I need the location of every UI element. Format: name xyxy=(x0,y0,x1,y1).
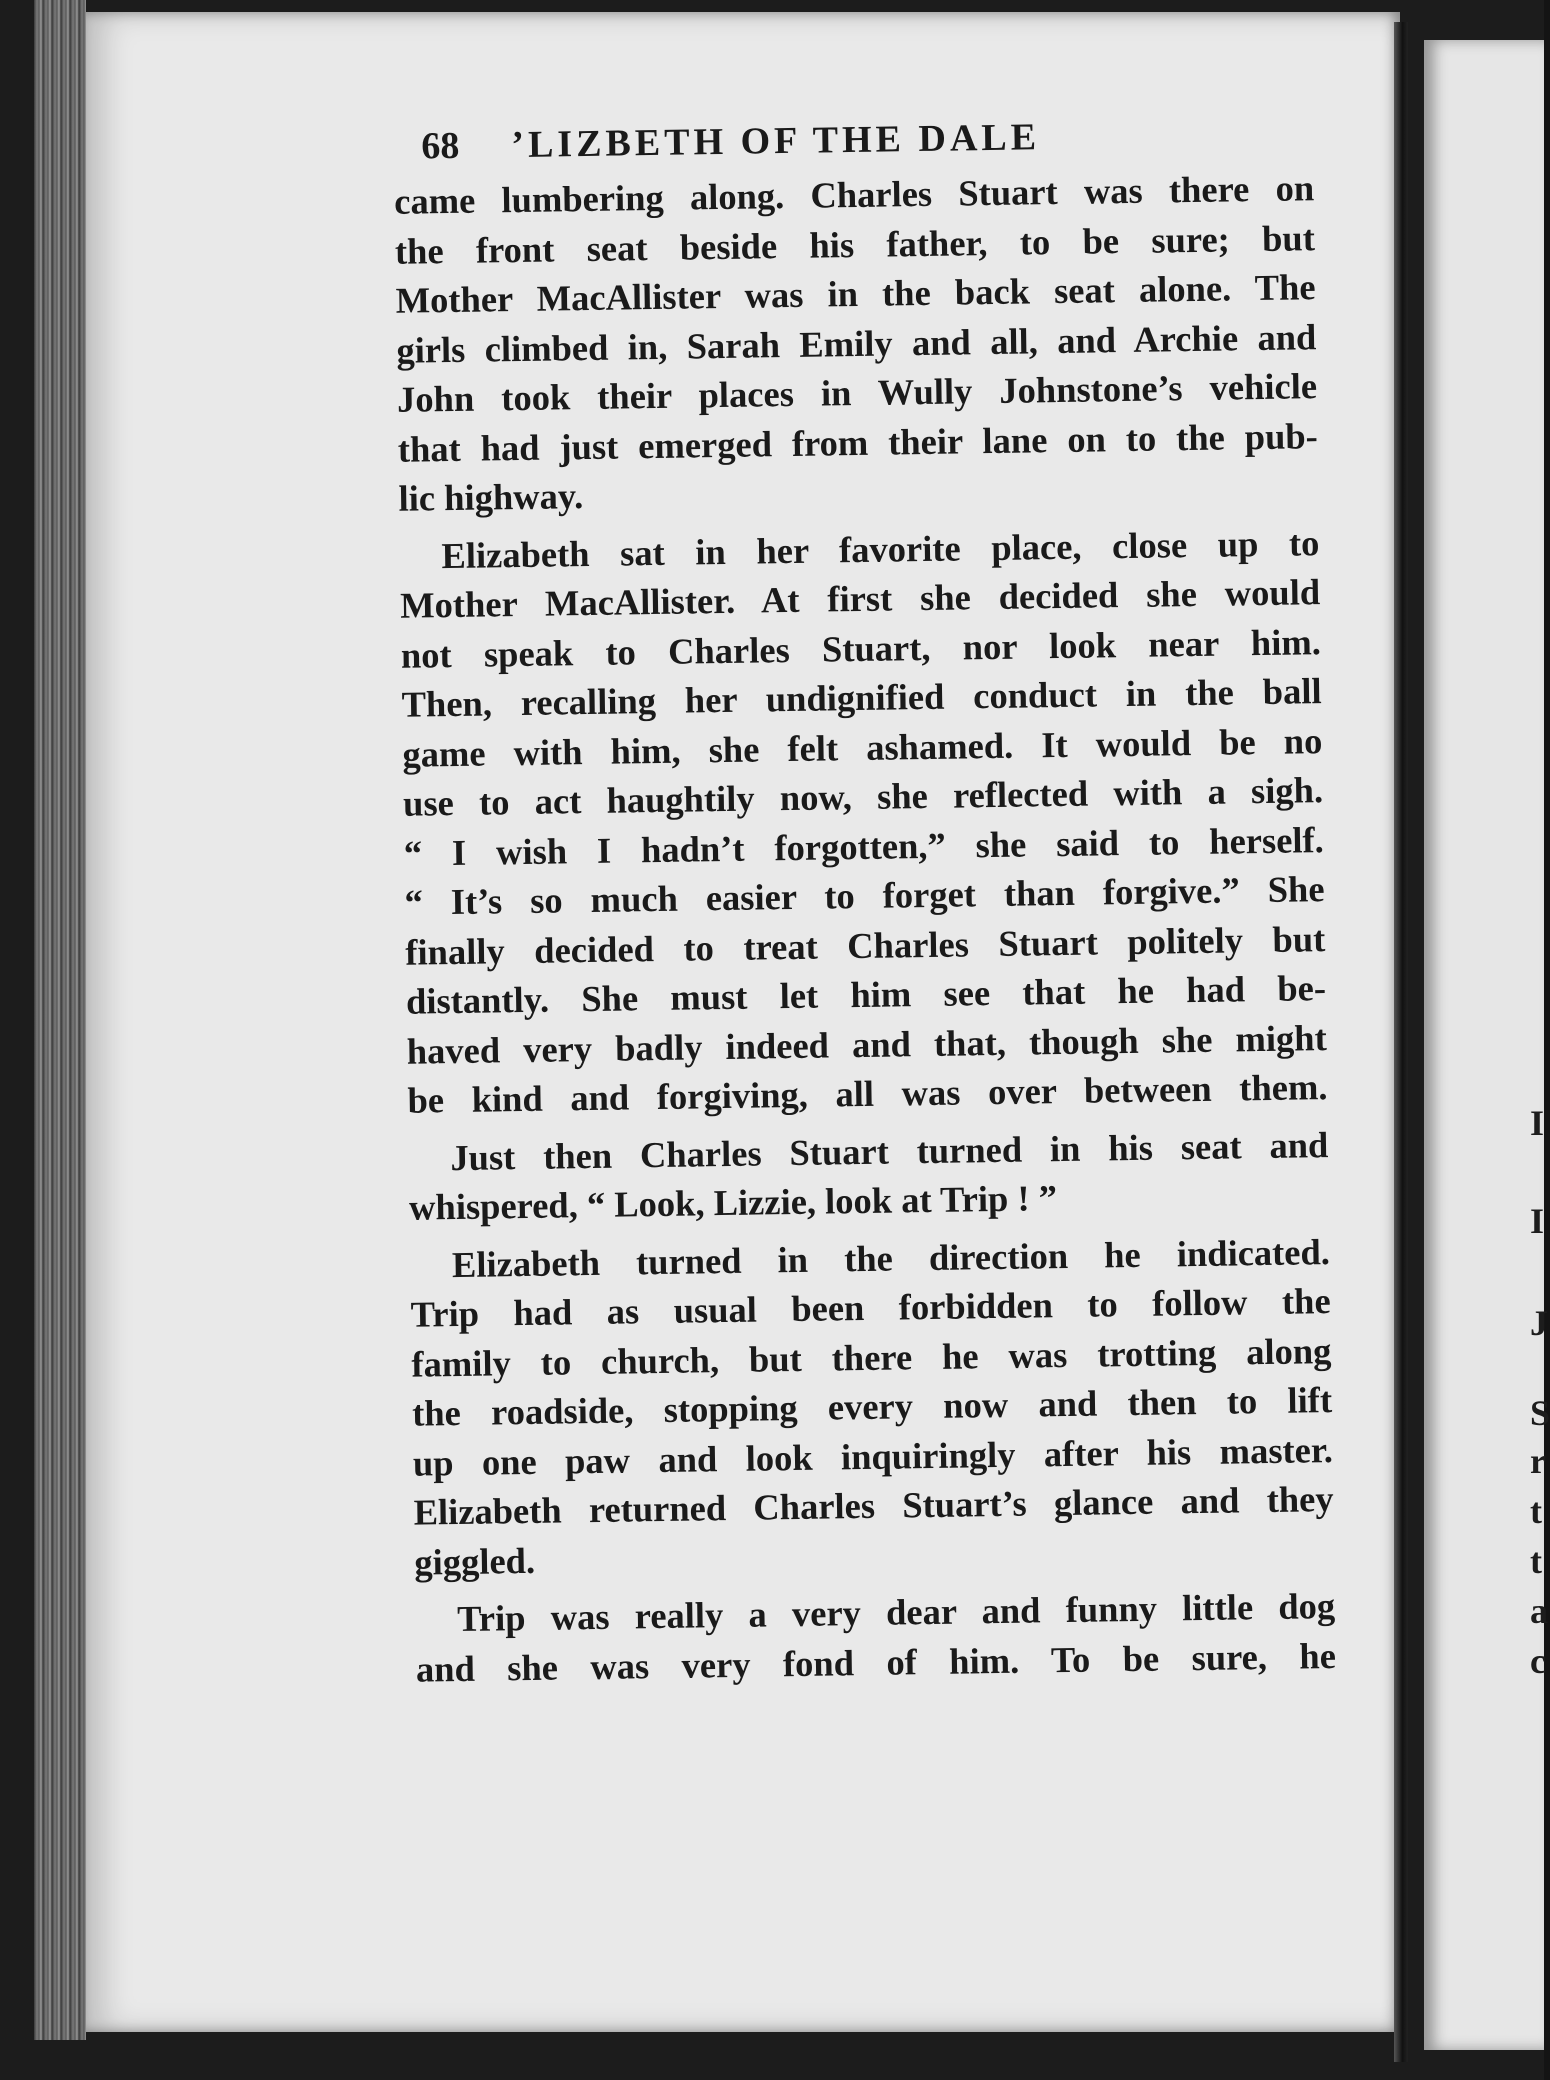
text-line: family to church, but there he was trotting along xyxy=(411,1329,1332,1385)
facing-page-fragment: a xyxy=(1530,1591,1548,1631)
facing-page-fragment: t xyxy=(1530,1491,1542,1531)
text-line: Mother MacAllister. At first she decided she would xyxy=(399,571,1321,626)
text-line: haved very badly indeed and that, though she might xyxy=(406,1016,1327,1072)
text-line: Elizabeth returned Charles Stuart’s glance and they xyxy=(413,1478,1334,1533)
text-line: Elizabeth sat in her favorite place, close up to xyxy=(441,521,1320,576)
facing-page-fragment: S xyxy=(1530,1393,1550,1433)
text-line: Trip was really a very dear and funny little dog xyxy=(456,1585,1336,1640)
facing-page-fragment: J xyxy=(1530,1303,1548,1343)
text-line: Trip had as usual been forbidden to follow the xyxy=(410,1280,1331,1335)
facing-page-fragment: c xyxy=(1530,1641,1546,1681)
text-line: giggled. xyxy=(414,1539,536,1583)
text-line: up one paw and look inquiringly after his master. xyxy=(412,1428,1334,1484)
text-line: Mother MacAllister was in the back seat alone. The xyxy=(395,266,1316,321)
text-line: the roadside, stopping every now and then to lift xyxy=(411,1379,1333,1434)
body-text xyxy=(394,163,1336,1693)
text-line: lic highway. xyxy=(398,475,584,519)
text-line: John took their places in Wully Johnstone’s vehicle xyxy=(396,365,1318,420)
text-line: game with him, she felt ashamed. It would be no xyxy=(402,719,1323,775)
text-line: be kind and forgiving, all was over between them. xyxy=(407,1066,1328,1121)
text-line: Just then Charles Stuart turned in his seat and xyxy=(450,1123,1329,1178)
text-line: came lumbering along. Charles Stuart was there on xyxy=(393,167,1315,222)
text-line: whispered, “ Look, Lizzie, look at Trip ! ” xyxy=(408,1177,1058,1228)
facing-page-fragment: t xyxy=(1530,1541,1542,1581)
text-line: Elizabeth turned in the direction he indicated. xyxy=(451,1230,1331,1285)
text-line: distantly. She must let him see that he had be- xyxy=(405,967,1327,1022)
text-line: that had just emerged from their lane on to the pub- xyxy=(397,414,1319,470)
text-line: girls climbed in, Sarah Emily and all, and Archie and xyxy=(396,315,1317,371)
facing-page-fragment: r xyxy=(1530,1441,1546,1481)
text-line: not speak to Charles Stuart, nor look near him. xyxy=(400,620,1322,676)
page-edges xyxy=(34,0,86,2040)
text-line: the front seat beside his father, to be sure; but xyxy=(394,216,1316,272)
facing-page-edge xyxy=(1424,40,1550,2050)
book-gutter xyxy=(1394,22,1408,2062)
text-line: “ I wish I hadn’t forgotten,” she said to herself. xyxy=(403,818,1325,874)
text-line: “ It’s so much easier to forget than forgive.” She xyxy=(404,868,1325,923)
text-line: finally decided to treat Charles Stuart politely but xyxy=(405,917,1326,973)
text-line: and she was very fond of him. To be sure, he xyxy=(415,1634,1337,1690)
text-line: Then, recalling her undignified conduct in the ball xyxy=(401,670,1322,725)
facing-page-fragment: I xyxy=(1530,1103,1545,1143)
running-title: ’LIZBETH OF THE DALE xyxy=(511,116,1041,167)
page-number: 68 xyxy=(421,124,460,168)
facing-page-fragment: I xyxy=(1530,1201,1545,1241)
text-line: use to act haughtily now, she reflected with a sigh. xyxy=(402,769,1324,824)
page-text xyxy=(393,111,1336,1693)
